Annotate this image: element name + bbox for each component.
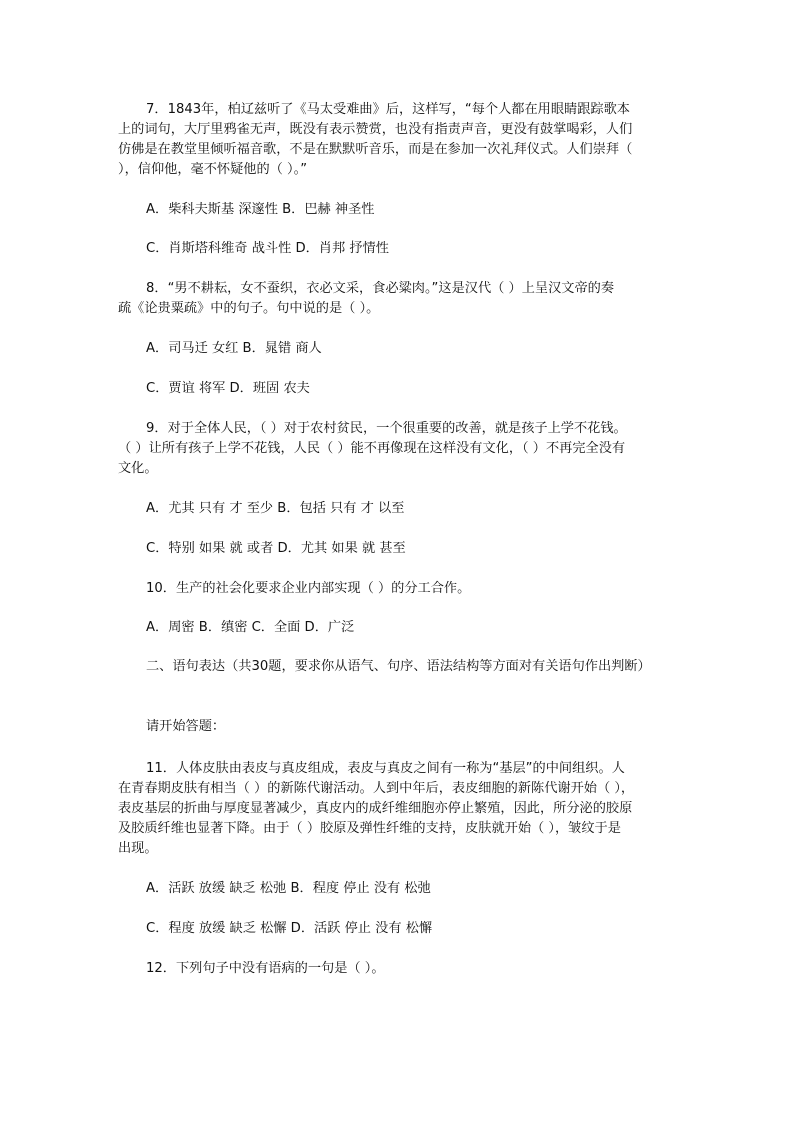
q11-options-cd: C．程度 放缓 缺乏 松懈 D．活跃 停止 没有 松懈 — [146, 921, 433, 936]
q8-text-line-2: 疏《论贵粟疏》中的句子。句中说的是（ ）。 — [118, 301, 380, 316]
q7-text-line-4: ），信仰他，毫不怀疑他的（ ）。” — [118, 162, 308, 177]
section2-heading: 二、语句表达（共30题，要求你从语气、句序、语法结构等方面对有关语句作出判断） — [146, 659, 651, 674]
q9-options-ab: A．尤其 只有 才 至少 B．包括 只有 才 以至 — [146, 501, 405, 516]
q11-text-line-3: 表皮基层的折曲与厚度显著减少，真皮内的成纤维细胞亦停止繁殖，因此，所分泌的胶原 — [118, 801, 633, 816]
q11-options-ab: A．活跃 放缓 缺乏 松弛 B．程度 停止 没有 松弛 — [146, 881, 431, 896]
q9-text-line-1: 9．对于全体人民，（ ）对于农村贫民，一个很重要的改善，就是孩子上学不花钱。 — [146, 421, 627, 436]
q7-options-cd: C．肖斯塔科维奇 战斗性 D．肖邦 抒情性 — [146, 241, 389, 256]
q10-text-line-1: 10．生产的社会化要求企业内部实现（ ）的分工合作。 — [146, 581, 471, 596]
q7-options-ab: A．柴科夫斯基 深邃性 B．巴赫 神圣性 — [146, 202, 375, 217]
q9-options-cd: C．特别 如果 就 或者 D．尤其 如果 就 甚至 — [146, 541, 406, 556]
q10-options: A．周密 B．缜密 C．全面 D．广泛 — [146, 620, 355, 635]
q7-text-line-1: 7．1843年，柏辽兹听了《马太受难曲》后，这样写，“每个人都在用眼睛跟踪歌本 — [146, 102, 630, 117]
q8-text-line-1: 8．“男不耕耘，女不蚕织，衣必文采，食必粱肉。”这是汉代（ ）上呈汉文帝的奏 — [146, 281, 615, 296]
q11-text-line-4: 及胶质纤维也显著下降。由于（ ）胶原及弹性纤维的支持，皮肤就开始（ ），皱纹于是 — [118, 821, 621, 836]
q11-text-line-1: 11．人体皮肤由表皮与真皮组成，表皮与真皮之间有一称为“基层”的中间组织。人 — [146, 761, 625, 776]
q12-text-line-1: 12．下列句子中没有语病的一句是（ ）。 — [146, 961, 385, 976]
q7-text-line-2: 上的词句，大厅里鸦雀无声，既没有表示赞赏，也没有指责声音，更没有鼓掌喝彩，人们 — [118, 122, 633, 137]
q11-text-line-5: 出现。 — [118, 841, 158, 856]
q8-options-cd: C．贾谊 将军 D．班固 农夫 — [146, 381, 310, 396]
q8-options-ab: A．司马迁 女红 B．晁错 商人 — [146, 341, 322, 356]
q11-text-line-2: 在青春期皮肤有相当（ ）的新陈代谢活动。人到中年后，表皮细胞的新陈代谢开始（ ）， — [118, 781, 635, 796]
q9-text-line-3: 文化。 — [118, 461, 158, 476]
q9-text-line-2: （ ）让所有孩子上学不花钱，人民（ ）能不再像现在这样没有文化，（ ）不再完全没有 — [118, 441, 626, 456]
section2-prompt: 请开始答题： — [146, 719, 226, 734]
q7-text-line-3: 仿佛是在教堂里倾听福音歌，不是在默默听音乐，而是在参加一次礼拜仪式。人们崇拜（ — [118, 142, 633, 157]
